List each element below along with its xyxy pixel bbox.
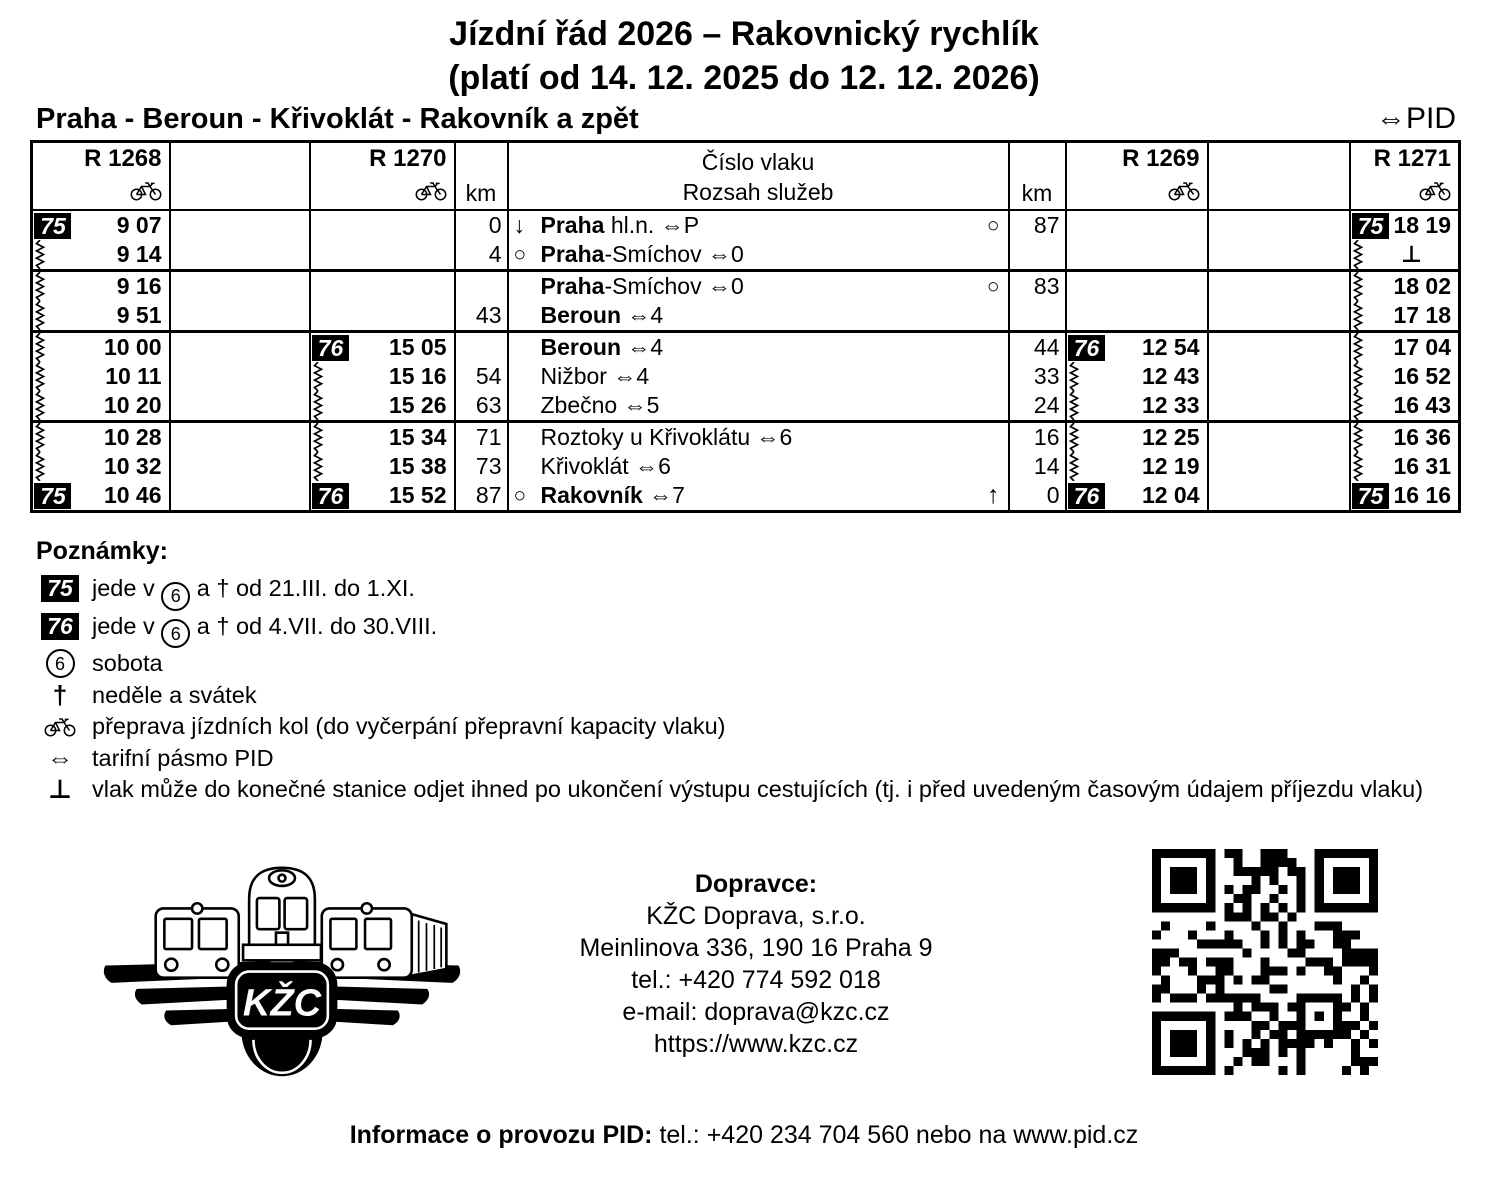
r1271-time-cell bbox=[1350, 391, 1460, 422]
train-number-label: Číslo vlaku bbox=[701, 149, 815, 175]
bicycle-icon bbox=[1168, 180, 1200, 206]
saturday-circle-icon: 6 bbox=[36, 648, 84, 680]
r1269-time-cell bbox=[1066, 210, 1208, 240]
time-value: 12 33 bbox=[1141, 392, 1200, 418]
run-marker bbox=[1351, 211, 1389, 240]
note-item bbox=[36, 774, 1436, 806]
station-name: Praha bbox=[540, 212, 605, 238]
station-name: Beroun bbox=[540, 334, 621, 360]
time-value: 16 31 bbox=[1393, 453, 1451, 479]
timetable-row bbox=[32, 240, 1460, 271]
bicycle-icon bbox=[1168, 180, 1200, 201]
r1269-time-cell bbox=[1066, 301, 1208, 332]
train-header-r1270 bbox=[310, 142, 455, 211]
r1270-time-cell bbox=[310, 271, 455, 302]
r1268-time-cell bbox=[32, 301, 170, 332]
r1271-time-cell bbox=[1350, 301, 1460, 332]
km-cell-right: 87 bbox=[1009, 210, 1066, 240]
empty-cell bbox=[1208, 391, 1350, 422]
empty-cell bbox=[1208, 332, 1350, 363]
r1269-time-cell bbox=[1066, 332, 1208, 363]
time-value: 10 46 bbox=[103, 482, 162, 508]
station-name: Praha bbox=[540, 241, 605, 267]
run-marker bbox=[1351, 272, 1389, 301]
run-marker bbox=[1067, 391, 1105, 420]
station-cell bbox=[508, 301, 1009, 332]
note-text: jede v 6 a † od 4.VII. do 30.VIII. bbox=[92, 611, 437, 649]
station-cell bbox=[508, 452, 1009, 481]
r1268-time-cell bbox=[32, 332, 170, 363]
r1268-time-cell bbox=[32, 422, 170, 453]
time-value: 16 52 bbox=[1393, 363, 1451, 389]
bicycle-icon bbox=[130, 180, 162, 206]
pid-info-label: Informace o provozu PID: bbox=[349, 1121, 653, 1149]
station-prefix-symbol: ○ bbox=[513, 483, 527, 507]
note-badge: 75 bbox=[36, 573, 84, 605]
time-value: 15 05 bbox=[388, 334, 447, 360]
station-name-suffix: Zbečno ⇔5 bbox=[540, 392, 660, 418]
km-cell-right bbox=[1009, 301, 1066, 332]
station-prefix-symbol: ○ bbox=[513, 242, 527, 266]
station-cell bbox=[508, 271, 1009, 302]
pid-info-line bbox=[0, 1121, 1488, 1150]
station-name-suffix: Nižbor ⇔4 bbox=[540, 363, 650, 389]
run-marker bbox=[311, 452, 349, 481]
empty-cell bbox=[1208, 240, 1350, 271]
bicycle-icon bbox=[44, 716, 76, 737]
r1271-time-cell bbox=[1350, 422, 1460, 453]
note-badge: 75 bbox=[1352, 213, 1389, 239]
km-cell-right: 44 bbox=[1009, 332, 1066, 363]
empty-cell bbox=[170, 452, 310, 481]
r1270-time-cell bbox=[310, 422, 455, 453]
km-cell-left: 54 bbox=[455, 362, 508, 391]
station-name-suffix: Roztoky u Křivoklátu ⇔6 bbox=[540, 424, 793, 450]
early-departure-icon: ⊥ bbox=[48, 774, 72, 804]
note-item bbox=[36, 680, 1436, 712]
station-name-suffix: Křivoklát ⇔6 bbox=[540, 453, 671, 479]
r1268-time-cell bbox=[32, 362, 170, 391]
pid-info-text: tel.: +420 234 704 560 nebo na www.pid.cz bbox=[652, 1121, 1139, 1149]
km-cell-right: 14 bbox=[1009, 452, 1066, 481]
km-cell-left: 4 bbox=[455, 240, 508, 271]
r1271-time-cell bbox=[1350, 240, 1460, 271]
note-item bbox=[36, 648, 1436, 680]
time-value: 16 36 bbox=[1393, 424, 1451, 450]
note-item bbox=[36, 743, 1436, 775]
station-cell bbox=[508, 422, 1009, 453]
train-header-r1271 bbox=[1350, 142, 1460, 211]
empty-cell bbox=[170, 271, 310, 302]
run-marker bbox=[311, 211, 349, 240]
station-name: Rakovník bbox=[540, 482, 643, 508]
run-marker bbox=[33, 301, 71, 330]
time-value: 9 51 bbox=[116, 302, 162, 328]
r1270-time-cell bbox=[310, 362, 455, 391]
time-value: 10 20 bbox=[103, 392, 162, 418]
station-name-suffix: hl.n. ⇔P bbox=[604, 212, 700, 238]
time-value: 9 14 bbox=[116, 241, 162, 267]
run-marker bbox=[1351, 301, 1389, 330]
empty-cell bbox=[1208, 452, 1350, 481]
empty-cell bbox=[1208, 362, 1350, 391]
station-name-suffix: -Smíchov ⇔0 bbox=[604, 241, 744, 267]
time-value: 15 34 bbox=[388, 424, 447, 450]
station-column-header bbox=[508, 142, 1009, 211]
pid-zone-icon: ⇔PID bbox=[1375, 102, 1456, 135]
empty-cell bbox=[170, 332, 310, 363]
station-trailing-symbol: ○ bbox=[986, 274, 1000, 298]
r1271-time-cell bbox=[1350, 481, 1460, 512]
run-marker bbox=[1067, 362, 1105, 391]
station-trailing-symbol: ↑ bbox=[987, 481, 1000, 509]
r1269-time-cell bbox=[1066, 362, 1208, 391]
empty-cell bbox=[170, 301, 310, 332]
kzc-logo bbox=[72, 860, 492, 1078]
run-marker bbox=[311, 423, 349, 452]
run-marker bbox=[1351, 452, 1389, 481]
r1271-time-cell bbox=[1350, 332, 1460, 363]
carrier-name: KŽC Doprava, s.r.o. bbox=[646, 902, 866, 930]
km-header-left: km bbox=[455, 142, 508, 211]
train-number: R 1270 bbox=[369, 145, 447, 172]
page-title-line2: (platí od 14. 12. 2025 do 12. 12. 2026) bbox=[448, 59, 1040, 97]
run-marker bbox=[33, 240, 71, 269]
note-text: jede v 6 a † od 21.III. do 1.XI. bbox=[92, 573, 415, 611]
time-value: 17 18 bbox=[1393, 302, 1451, 328]
r1270-time-cell bbox=[310, 481, 455, 512]
note-badge: 75 bbox=[1352, 483, 1389, 509]
empty-cell bbox=[1208, 301, 1350, 332]
time-value: 12 54 bbox=[1141, 334, 1200, 360]
time-value: 12 25 bbox=[1141, 424, 1200, 450]
carrier-heading: Dopravce: bbox=[694, 870, 818, 898]
run-marker bbox=[1067, 423, 1105, 452]
r1270-time-cell bbox=[310, 301, 455, 332]
notes-section bbox=[36, 537, 1488, 806]
r1270-time-cell bbox=[310, 391, 455, 422]
r1270-time-cell bbox=[310, 210, 455, 240]
r1268-time-cell bbox=[32, 391, 170, 422]
timetable-row bbox=[32, 271, 1460, 302]
run-marker bbox=[33, 362, 71, 391]
note-item bbox=[36, 573, 1436, 611]
km-header-right: km bbox=[1009, 142, 1066, 211]
note-text: vlak může do konečné stanice odjet ihned po ukončení výstupu cestujících (tj. i před uvedeným časovým údajem příjezdu vlaku) bbox=[92, 776, 1424, 802]
run-marker bbox=[33, 272, 71, 301]
r1271-time-cell bbox=[1350, 210, 1460, 240]
carrier-address: Meinlinova 336, 190 16 Praha 9 bbox=[579, 934, 933, 962]
bicycle-icon bbox=[415, 180, 447, 201]
km-cell-left bbox=[455, 332, 508, 363]
saturday-circle-icon: 6 bbox=[161, 582, 190, 611]
note-badge: 76 bbox=[1068, 335, 1105, 361]
qr-code bbox=[1148, 845, 1382, 1079]
empty-cell bbox=[170, 422, 310, 453]
r1269-time-cell bbox=[1066, 452, 1208, 481]
train-icon-left bbox=[156, 903, 239, 977]
run-marker bbox=[1067, 333, 1105, 362]
km-cell-right bbox=[1009, 240, 1066, 271]
r1268-time-cell bbox=[32, 271, 170, 302]
km-cell-left: 71 bbox=[455, 422, 508, 453]
station-name-suffix: -Smíchov ⇔0 bbox=[604, 273, 744, 299]
train-icon-center bbox=[243, 868, 321, 961]
km-cell-right: 0 bbox=[1009, 481, 1066, 512]
time-value: 10 00 bbox=[103, 334, 162, 360]
run-marker bbox=[1351, 481, 1389, 510]
km-cell-right: 24 bbox=[1009, 391, 1066, 422]
bicycle-icon bbox=[415, 180, 447, 206]
run-marker bbox=[1067, 481, 1105, 510]
train-number: R 1271 bbox=[1373, 145, 1451, 172]
time-value: 18 02 bbox=[1393, 273, 1451, 299]
run-marker bbox=[1351, 391, 1389, 420]
station-cell bbox=[508, 240, 1009, 271]
note-text: tarifní pásmo PID bbox=[92, 744, 274, 771]
timetable-row bbox=[32, 391, 1460, 422]
r1269-time-cell bbox=[1066, 271, 1208, 302]
run-marker bbox=[311, 333, 349, 362]
station-name: Praha bbox=[540, 273, 605, 299]
km-cell-left: 63 bbox=[455, 391, 508, 422]
train-header-r1268 bbox=[32, 142, 170, 211]
km-cell-left: 43 bbox=[455, 301, 508, 332]
carrier-email: e-mail: doprava@kzc.cz bbox=[622, 998, 890, 1026]
time-value: 17 04 bbox=[1393, 334, 1451, 360]
timetable-row bbox=[32, 481, 1460, 512]
r1269-time-cell bbox=[1066, 481, 1208, 512]
note-badge: 76 bbox=[1068, 483, 1105, 509]
note-badge: 75 bbox=[34, 213, 71, 239]
timetable-row bbox=[32, 210, 1460, 240]
bicycle-icon bbox=[36, 711, 84, 743]
train-header-r1269 bbox=[1066, 142, 1208, 211]
empty-column-header bbox=[170, 142, 310, 211]
empty-column-header bbox=[1208, 142, 1350, 211]
time-value: 9 16 bbox=[116, 273, 162, 299]
note-badge: 76 bbox=[36, 611, 84, 643]
time-value: 18 19 bbox=[1393, 212, 1451, 238]
page-title-line1: Jízdní řád 2026 – Rakovnický rychlík bbox=[449, 15, 1039, 53]
empty-cell bbox=[1208, 481, 1350, 512]
r1271-time-cell bbox=[1350, 271, 1460, 302]
station-trailing-symbol: ○ bbox=[986, 213, 1000, 237]
bicycle-icon bbox=[1419, 180, 1451, 201]
r1268-time-cell bbox=[32, 210, 170, 240]
run-marker bbox=[1351, 333, 1389, 362]
empty-cell bbox=[170, 210, 310, 240]
time-value: 15 26 bbox=[388, 392, 447, 418]
r1268-time-cell bbox=[32, 481, 170, 512]
km-cell-left bbox=[455, 271, 508, 302]
run-marker bbox=[1067, 240, 1105, 269]
station-cell bbox=[508, 332, 1009, 363]
run-marker bbox=[311, 240, 349, 269]
empty-cell bbox=[170, 240, 310, 271]
r1270-time-cell bbox=[310, 332, 455, 363]
station-prefix-symbol: ↓ bbox=[513, 212, 525, 238]
time-value: 15 52 bbox=[388, 482, 447, 508]
time-value: ⊥ bbox=[1400, 241, 1422, 267]
run-marker bbox=[33, 391, 71, 420]
station-name-suffix: ⇔4 bbox=[621, 302, 664, 328]
carrier-website: https://www.kzc.cz bbox=[653, 1030, 859, 1058]
note-item bbox=[36, 611, 1436, 649]
km-cell-left: 73 bbox=[455, 452, 508, 481]
timetable-row bbox=[32, 362, 1460, 391]
r1269-time-cell bbox=[1066, 240, 1208, 271]
r1268-time-cell bbox=[32, 240, 170, 271]
logo-text: KŽC bbox=[242, 982, 322, 1025]
r1270-time-cell bbox=[310, 240, 455, 271]
note-badge: 75 bbox=[34, 483, 71, 509]
run-marker bbox=[311, 272, 349, 301]
run-marker bbox=[311, 301, 349, 330]
time-value: 12 04 bbox=[1141, 482, 1200, 508]
timetable-header-row bbox=[32, 142, 1460, 211]
time-value: 12 19 bbox=[1141, 453, 1200, 479]
r1271-time-cell bbox=[1350, 362, 1460, 391]
sunday-holiday-icon: † bbox=[52, 679, 68, 710]
train-number: R 1269 bbox=[1122, 145, 1200, 172]
note-text: sobota bbox=[92, 650, 163, 676]
timetable-row bbox=[32, 422, 1460, 453]
km-cell-right: 83 bbox=[1009, 271, 1066, 302]
empty-cell bbox=[1208, 422, 1350, 453]
time-value: 16 43 bbox=[1393, 392, 1451, 418]
timetable-row bbox=[32, 301, 1460, 332]
run-marker bbox=[33, 333, 71, 362]
station-name: Beroun bbox=[540, 302, 621, 328]
time-value: 10 11 bbox=[105, 363, 162, 389]
train-number: R 1268 bbox=[84, 145, 162, 172]
station-cell bbox=[508, 210, 1009, 240]
station-cell bbox=[508, 481, 1009, 512]
timetable bbox=[30, 140, 1461, 513]
carrier-phone: tel.: +420 774 592 018 bbox=[631, 966, 881, 994]
run-marker bbox=[311, 391, 349, 420]
note-badge: 76 bbox=[312, 483, 349, 509]
route-heading: Praha - Beroun - Křivoklát - Rakovník a zpět bbox=[36, 103, 639, 135]
km-cell-right: 16 bbox=[1009, 422, 1066, 453]
time-value: 16 16 bbox=[1393, 482, 1451, 508]
km-cell-right: 33 bbox=[1009, 362, 1066, 391]
run-marker bbox=[33, 452, 71, 481]
pid-zone-icon: ⇔ bbox=[47, 742, 73, 773]
r1268-time-cell bbox=[32, 452, 170, 481]
time-value: 9 07 bbox=[116, 212, 162, 238]
r1271-time-cell bbox=[1350, 452, 1460, 481]
run-marker bbox=[311, 362, 349, 391]
time-value: 15 16 bbox=[388, 363, 447, 389]
time-value: 15 38 bbox=[388, 453, 447, 479]
r1269-time-cell bbox=[1066, 391, 1208, 422]
timetable-row bbox=[32, 452, 1460, 481]
run-marker bbox=[1067, 301, 1105, 330]
r1270-time-cell bbox=[310, 452, 455, 481]
time-value: 10 32 bbox=[103, 453, 162, 479]
route-header bbox=[36, 102, 1456, 136]
notes-heading: Poznámky: bbox=[36, 537, 168, 565]
train-icon-right bbox=[322, 903, 447, 977]
bicycle-icon bbox=[1419, 180, 1451, 206]
run-marker bbox=[1351, 362, 1389, 391]
empty-cell bbox=[170, 391, 310, 422]
station-name-suffix: ⇔7 bbox=[642, 482, 685, 508]
note-item bbox=[36, 711, 1436, 743]
carrier-info bbox=[560, 868, 952, 1060]
station-name-suffix: ⇔4 bbox=[621, 334, 664, 360]
run-marker bbox=[33, 423, 71, 452]
run-marker bbox=[1067, 211, 1105, 240]
run-marker bbox=[1067, 272, 1105, 301]
note-badge: 76 bbox=[312, 335, 349, 361]
note-text: přeprava jízdních kol (do vyčerpání přepravní kapacity vlaku) bbox=[92, 713, 726, 739]
run-marker bbox=[1351, 423, 1389, 452]
empty-cell bbox=[170, 362, 310, 391]
run-marker bbox=[1067, 452, 1105, 481]
empty-cell bbox=[1208, 271, 1350, 302]
saturday-circle-icon: 6 bbox=[161, 619, 190, 648]
timetable-row bbox=[32, 332, 1460, 363]
time-value: 12 43 bbox=[1141, 363, 1200, 389]
service-scope-label: Rozsah služeb bbox=[682, 179, 834, 205]
station-cell bbox=[508, 391, 1009, 422]
run-marker bbox=[33, 481, 71, 510]
km-cell-left: 87 bbox=[455, 481, 508, 512]
empty-cell bbox=[1208, 210, 1350, 240]
run-marker bbox=[1351, 240, 1389, 269]
station-cell bbox=[508, 362, 1009, 391]
run-marker bbox=[311, 481, 349, 510]
r1269-time-cell bbox=[1066, 422, 1208, 453]
time-value: 10 28 bbox=[103, 424, 162, 450]
note-text: neděle a svátek bbox=[92, 681, 257, 708]
bicycle-icon bbox=[130, 180, 162, 201]
run-marker bbox=[33, 211, 71, 240]
empty-cell bbox=[170, 481, 310, 512]
km-cell-left: 0 bbox=[455, 210, 508, 240]
